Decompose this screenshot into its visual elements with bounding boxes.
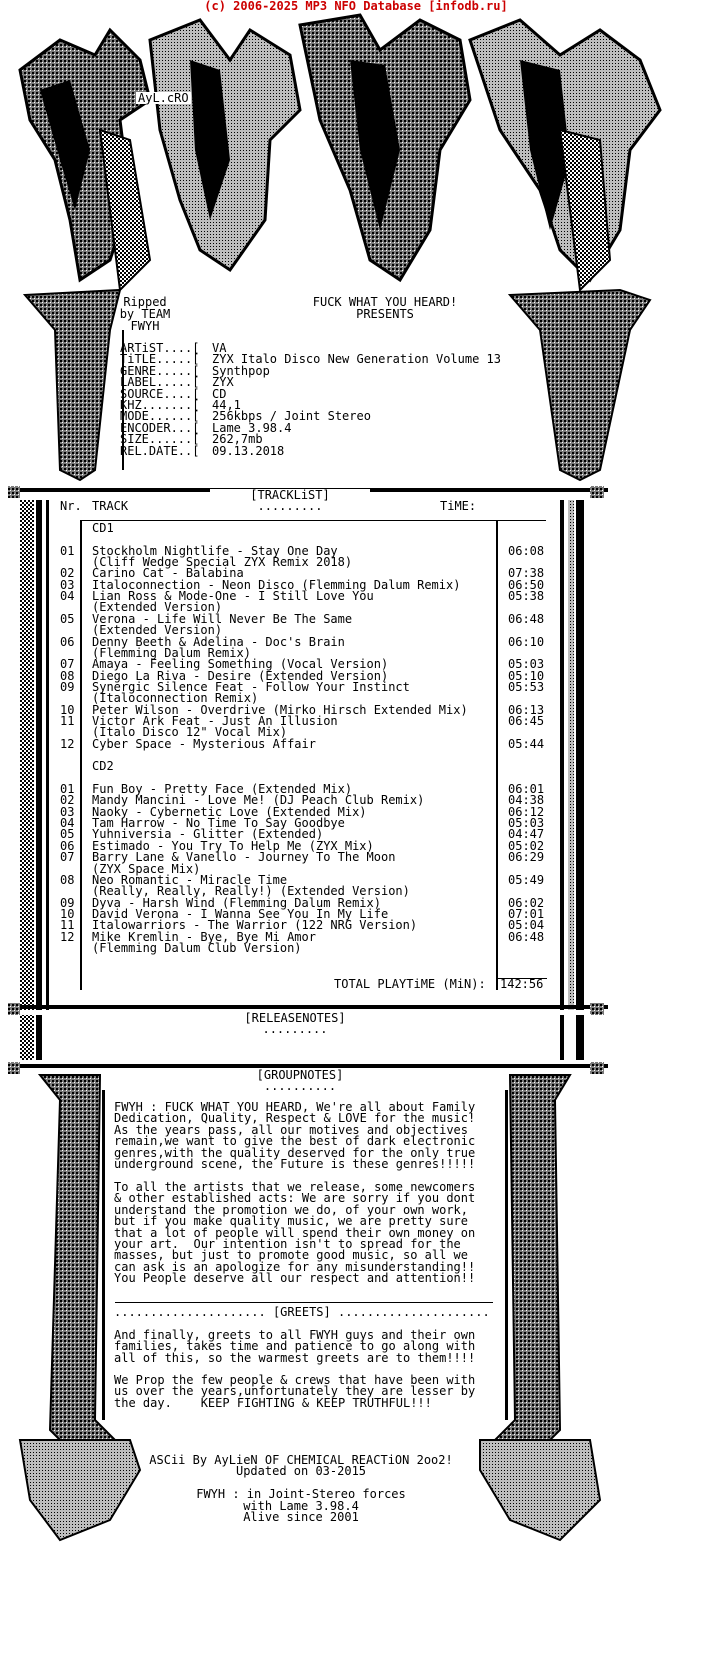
track-title: Yuhniversia - Glitter (Extended)	[92, 827, 324, 842]
track-title: David Verona - I Wanna See You In My Life	[92, 906, 389, 921]
track-number: 04	[60, 816, 75, 831]
track-title: Tam Harrow - No Time To Say Goodbye	[92, 816, 345, 831]
track-title: CD2	[92, 759, 114, 774]
info-value: ZYX Italo Disco New Generation Volume 13	[212, 352, 501, 367]
track-number: 01	[60, 782, 75, 797]
groupnotes-line: & other established acts: We are sorry if you dont	[114, 1191, 476, 1206]
info-key: KHZ.......[	[120, 398, 200, 412]
footer-line: FWYH : in Joint-Stereo forces	[196, 1487, 406, 1502]
info-key: ARTiST....[	[120, 341, 200, 355]
track-title: Naoky - Cybernetic Love (Extended Mix)	[92, 804, 367, 819]
footer-credits	[146, 1455, 456, 1523]
greets-line: families, takes time and patience to go along with	[114, 1339, 476, 1354]
track-number: 07	[60, 850, 75, 865]
track-number: 06	[60, 838, 75, 853]
track-number: 07	[60, 657, 75, 672]
groupnotes-line: As the years pass, all our motives and objectives	[114, 1122, 469, 1137]
total-playtime-label: TOTAL PLAYTiME (MiN):	[334, 977, 486, 991]
groupnotes-line: that a lot of people will spend their own money on	[114, 1225, 476, 1240]
groupnotes-line: can ask is an apologize for any misunderstanding!!	[114, 1259, 476, 1274]
track-title: Cyber Space - Mysterious Affair	[92, 736, 316, 751]
track-time: 05:53	[508, 679, 545, 694]
track-time: 06:02	[508, 895, 545, 910]
track-title: Italowarriors - The Warrior (122 NRG Version)	[92, 918, 418, 933]
groupnotes-line: underground scene, the Future is these genres!!!!!	[114, 1157, 476, 1172]
track-time: 06:01	[508, 782, 545, 797]
track-number: 12	[60, 736, 75, 751]
track-time: 06:45	[508, 713, 545, 728]
track-title: (Really, Really, Really!) (Extended Version)	[92, 884, 410, 899]
greets-paragraph-2	[114, 1375, 475, 1409]
total-playtime-value: 142:56	[500, 977, 544, 991]
track-number: 06	[60, 634, 75, 649]
groupnotes-title: [GROUPNOTES]	[230, 1069, 370, 1081]
track-time: 05:03	[508, 816, 545, 831]
track-time: 04:47	[508, 827, 545, 842]
info-value: Synthpop	[212, 363, 270, 378]
info-value: VA	[212, 341, 227, 355]
track-title: (Italoconnection Remix)	[92, 691, 259, 706]
track-number: 12	[60, 929, 75, 944]
track-title: (Extended Version)	[92, 600, 223, 615]
groupnotes-paragraph-2	[114, 1182, 475, 1285]
track-number: 03	[60, 577, 75, 592]
footer-line: Alive since 2001	[243, 1510, 359, 1525]
track-title: Dyva - Harsh Wind (Flemming Dalum Remix)	[92, 895, 381, 910]
track-title: Peter Wilson - Overdrive (Mirko Hirsch Extended Mix)	[92, 702, 468, 717]
info-key: GENRE.....[	[120, 363, 200, 378]
track-title: Estimado - You Try To Help Me (ZYX Mix)	[92, 838, 374, 853]
track-number: 09	[60, 895, 75, 910]
track-number: 05	[60, 611, 75, 626]
info-key: REL.DATE..[	[120, 443, 200, 458]
track-time: 07:01	[508, 906, 545, 921]
presents	[300, 296, 470, 320]
track-time: 05:49	[508, 872, 545, 887]
track-number: 01	[60, 543, 75, 558]
track-number: 05	[60, 827, 75, 842]
release-info	[0, 342, 712, 462]
greets-line: us over the years,unfortunately they are lesser by	[114, 1384, 476, 1399]
track-time: 05:03	[508, 657, 545, 672]
track-time: 06:13	[508, 702, 545, 717]
releasenotes-dots: .........	[262, 1022, 328, 1036]
track-title: (Flemming Dalum Remix)	[92, 645, 251, 660]
track-title: (ZYX Space Mix)	[92, 861, 201, 876]
ripped-line-2: by TEAM	[119, 307, 171, 321]
greets-line: We Prop the few people & crews that have been with	[114, 1373, 476, 1387]
track-title: Stockholm Nightlife - Stay One Day	[92, 543, 338, 558]
footer-line: ASCii By AyLieN OF CHEMICAL REACTiON 2oo2!	[149, 1453, 453, 1467]
presents-line-2: PRESENTS	[356, 307, 414, 321]
info-value: ZYX	[212, 375, 234, 390]
groupnotes-paragraph-1	[114, 1102, 475, 1170]
releasenotes-title: [RELEASENOTES]	[220, 1012, 370, 1024]
groupnotes-line: but if you make quality music, we are pretty sure	[114, 1214, 469, 1229]
info-key: SOURCE....[	[120, 386, 200, 401]
info-value: 256kbps / Joint Stereo	[212, 409, 371, 424]
track-title: Lian Ross & Mode-One - I Still Love You	[92, 589, 374, 604]
track-number: 09	[60, 679, 75, 694]
logo-letters	[20, 15, 660, 290]
track-title: Victor Ark Feat - Just An Illusion	[92, 713, 338, 728]
logo-tag: AyL.cRO	[138, 91, 189, 105]
column-nr: Nr.	[60, 499, 82, 513]
track-title: Carino Cat - Balabina	[92, 566, 244, 581]
greets-paragraph-1	[114, 1330, 475, 1364]
track-time: 05:02	[508, 838, 545, 853]
groupnotes-line: genres,with the quality deserved for the only true	[114, 1145, 476, 1160]
track-time: 05:44	[508, 736, 545, 751]
footer-line: with Lame 3.98.4	[243, 1498, 359, 1513]
info-value: CD	[212, 386, 227, 401]
groupnotes-line: your art. Our intention isn't to spread for the	[114, 1237, 461, 1252]
track-time: 05:38	[508, 589, 545, 604]
track-time: 06:29	[508, 850, 545, 865]
ripped-by	[100, 296, 190, 332]
track-title: CD1	[92, 521, 114, 535]
track-title: Synergic Silence Feat - Follow Your Instinct	[92, 679, 410, 694]
groupnotes-dots: ..........	[263, 1079, 337, 1093]
footer-line: Updated on 03-2015	[235, 1464, 367, 1479]
tracklist-title: [TRACKLiST]	[210, 489, 370, 501]
groupnotes-line: Dedication, Quality, Respect & LOVE for the music!	[114, 1111, 476, 1126]
track-time: 06:12	[508, 804, 545, 819]
track-title: Italoconnection - Neon Disco (Flemming Dalum Remix)	[92, 577, 461, 592]
info-key: ENCODER...[	[120, 420, 200, 435]
info-value: 262,7mb	[212, 432, 263, 447]
track-time: 06:10	[508, 634, 545, 649]
track-time: 06:48	[508, 611, 545, 626]
track-number: 08	[60, 668, 75, 683]
track-time: 06:48	[508, 929, 545, 944]
track-title: Fun Boy - Pretty Face (Extended Mix)	[92, 782, 353, 797]
track-time: 04:38	[508, 793, 545, 808]
info-key: MODE......[	[120, 409, 200, 424]
track-title: Mandy Mancini - Love Me! (DJ Peach Club Remix)	[92, 793, 425, 808]
column-time: TiME:	[440, 499, 477, 513]
track-title: (Italo Disco 12" Vocal Mix)	[92, 725, 288, 740]
ripped-line-3: FWYH	[130, 319, 160, 333]
groupnotes-line: FWYH : FUCK WHAT YOU HEARD, We're all about Family	[114, 1100, 476, 1114]
info-value: 09.13.2018	[212, 443, 285, 458]
track-title: (Cliff Wedge Special ZYX Remix 2018)	[92, 555, 353, 570]
greets-line: And finally, greets to all FWYH guys and their own	[114, 1328, 476, 1342]
track-title: Mike Kremlin - Bye, Bye Mi Amor	[92, 929, 316, 944]
track-time: 06:08	[508, 543, 545, 558]
column-track: TRACK	[92, 499, 129, 513]
track-number: 10	[60, 906, 75, 921]
ripped-line-1: Ripped	[123, 295, 167, 309]
track-title: Barry Lane & Vanello - Journey To The Moon	[92, 850, 396, 865]
greets-line: all of this, so the warmest greets are to them!!!!	[114, 1350, 476, 1365]
greets-title: ..................... [GREETS] .....................	[114, 1305, 490, 1319]
info-key: SIZE......[	[120, 432, 200, 447]
track-title: Verona - Life Will Never Be The Same	[92, 611, 353, 626]
info-value: Lame 3.98.4	[212, 420, 292, 435]
track-time: 05:04	[508, 918, 545, 933]
tracklist-dots: .........	[257, 499, 323, 513]
track-time: 07:38	[508, 566, 545, 581]
greets-line: the day. KEEP FIGHTING & KEEP TRUTHFUL!!!	[114, 1395, 432, 1410]
track-number: 02	[60, 566, 75, 581]
track-title: Neo Romantic - Miracle Time	[92, 872, 288, 887]
track-number: 02	[60, 793, 75, 808]
presents-line-1: FUCK WHAT YOU HEARD!	[312, 295, 458, 309]
groupnotes-line: masses, but just to promote good music, so all we	[114, 1248, 469, 1263]
groupnotes-line: understand the promotion we do, of your own work,	[114, 1202, 469, 1217]
track-time: 06:50	[508, 577, 545, 592]
track-number: 03	[60, 804, 75, 819]
nfo-database-credit: (c) 2006-2025 MP3 NFO Database [infodb.ru]	[204, 0, 508, 13]
info-key: LABEL.....[	[120, 375, 200, 390]
groupnotes-line: To all the artists that we release, some newcomers	[114, 1180, 476, 1194]
track-title: (Flemming Dalum Club Version)	[92, 940, 302, 955]
track-number: 10	[60, 702, 75, 717]
track-title: Amaya - Feeling Something (Vocal Version)	[92, 657, 389, 672]
track-list	[0, 522, 712, 972]
track-title: Diego La Riva - Desire (Extended Version)	[92, 668, 389, 683]
info-value: 44,1	[212, 398, 241, 412]
track-number: 08	[60, 872, 75, 887]
info-key: TiTLE.....[	[120, 352, 200, 367]
track-number: 11	[60, 918, 75, 933]
groupnotes-line: remain,we want to give the best of dark electronic	[114, 1134, 476, 1149]
track-title: (Extended Version)	[92, 623, 223, 638]
track-number: 04	[60, 589, 75, 604]
track-number: 11	[60, 713, 75, 728]
track-title: Denny Beeth & Adelina - Doc's Brain	[92, 634, 345, 649]
track-time: 05:10	[508, 668, 545, 683]
groupnotes-line: You People deserve all our respect and attention!!	[114, 1271, 476, 1286]
